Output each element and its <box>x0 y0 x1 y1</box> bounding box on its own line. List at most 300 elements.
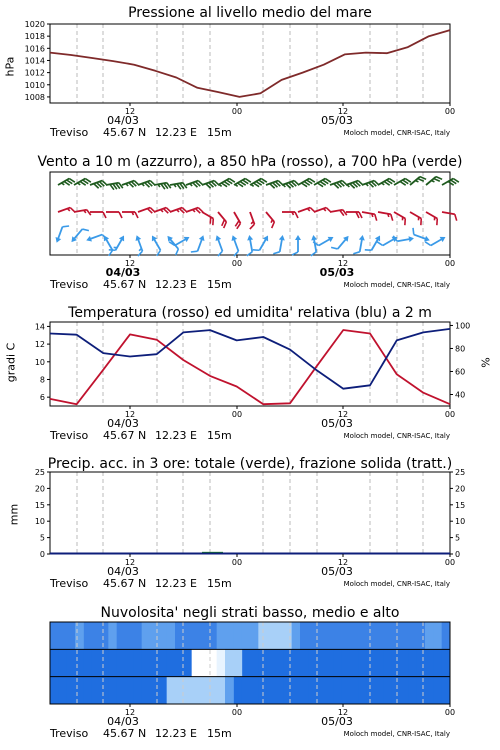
x-tick-label: 12 <box>337 259 349 268</box>
cloud-cell <box>300 649 309 676</box>
wind-barb <box>106 182 123 191</box>
wind-title: Vento a 10 m (azzurro), a 850 hPa (rosso), a 700 hPa (verde) <box>37 154 463 170</box>
wind-arrowhead <box>54 237 61 244</box>
cloud-cell <box>383 649 392 676</box>
wind-barb-staff <box>234 212 241 223</box>
wind-barb-staff <box>154 239 161 250</box>
cloud-cell <box>283 677 292 704</box>
wind-barb <box>298 207 315 218</box>
cloud-cell <box>308 622 317 649</box>
wind-barb <box>353 234 365 255</box>
station-name: Treviso <box>50 727 89 740</box>
wind-barb <box>138 207 155 218</box>
station-lat: 45.67 N <box>103 429 147 442</box>
wind-barb <box>282 180 299 191</box>
cloud-cell <box>167 677 176 704</box>
cloud-cell <box>242 649 251 676</box>
wind-arrowhead <box>134 234 141 241</box>
cloud-cell <box>100 649 109 676</box>
date-label: 04/03 <box>105 266 141 279</box>
pressure-panel <box>0 0 500 140</box>
wind-arrowhead <box>328 234 335 242</box>
cloud-cell <box>75 677 84 704</box>
station-name: Treviso <box>50 429 89 442</box>
wind-arrowhead <box>440 234 447 242</box>
precipitation-tick-label-right: 5 <box>455 533 461 543</box>
cloud-cell <box>417 622 426 649</box>
cloud-cell <box>425 649 434 676</box>
pressure-line <box>50 30 450 97</box>
wind-arrowhead <box>214 234 221 241</box>
cloud-cell <box>158 622 167 649</box>
cloud-cell <box>125 622 134 649</box>
wind-barb-staff <box>116 239 123 250</box>
cloud-cell <box>192 677 201 704</box>
cloud-cell <box>317 649 326 676</box>
cloud-cell <box>192 649 201 676</box>
cloud-cell <box>433 649 442 676</box>
wind-barb-staff <box>202 212 213 219</box>
wind-barb <box>234 177 251 190</box>
wind-barb <box>346 212 362 218</box>
wind-arrowhead <box>279 235 286 241</box>
cloud-cell <box>375 677 384 704</box>
temperature-tick-label: 6 <box>39 393 45 403</box>
cloud-cell <box>433 677 442 704</box>
model-credit: Moloch model, CNR-ISAC, Italy <box>343 281 450 289</box>
cloud-cell <box>125 649 134 676</box>
wind-barb <box>391 212 408 225</box>
wind-barb <box>138 180 155 191</box>
wind-barb-flag <box>253 247 260 253</box>
wind-barb-staff <box>175 239 186 246</box>
cloud-cell <box>317 622 326 649</box>
cloud-cell <box>200 649 209 676</box>
temperature-panel <box>0 300 500 450</box>
date-label: 05/03 <box>319 266 355 279</box>
x-tick-label: 12 <box>124 107 136 116</box>
wind-barb-staff <box>414 235 426 239</box>
pressure-tick-label: 1018 <box>24 32 45 42</box>
date-label: 05/03 <box>321 114 353 127</box>
cloud-cell <box>225 622 234 649</box>
cloud-cell <box>83 677 92 704</box>
station-elevation: 15m <box>207 727 232 740</box>
cloud-cell <box>400 677 409 704</box>
cloud-cell <box>442 622 451 649</box>
wind-barb-staff <box>394 212 405 219</box>
station-lon: 12.23 E <box>155 577 197 590</box>
date-label: 04/03 <box>107 565 139 578</box>
cloud-cell <box>350 677 359 704</box>
cloud-cell <box>100 622 109 649</box>
wind-barb <box>229 212 242 229</box>
cloud-cell <box>342 677 351 704</box>
wind-barb <box>410 228 432 243</box>
wind-barb <box>58 177 75 190</box>
wind-barb-flag <box>411 228 416 235</box>
station-lon: 12.23 E <box>155 278 197 290</box>
cloud-cell <box>183 649 192 676</box>
cloud-cell <box>225 677 234 704</box>
temperature-title: Temperatura (rosso) ed umidita' relativa (blu) a 2 m <box>68 305 432 321</box>
date-label: 05/03 <box>321 417 353 430</box>
wind-barb-staff <box>90 235 102 239</box>
cloud-cell <box>275 649 284 676</box>
humidity-tick-label: 100 <box>455 321 471 331</box>
station-lat: 45.67 N <box>103 577 147 590</box>
x-tick-label: 00 <box>444 708 456 717</box>
wind-barb-flag <box>353 251 359 255</box>
cloud-cell <box>83 622 92 649</box>
cloud-cell <box>333 677 342 704</box>
cloud-cell <box>367 622 376 649</box>
x-tick-label: 12 <box>124 410 136 419</box>
cloud-cell <box>275 622 284 649</box>
wind-barb <box>330 209 347 218</box>
wind-barb-flag <box>135 212 138 218</box>
model-credit: Moloch model, CNR-ISAC, Italy <box>343 730 450 738</box>
cloud-cell <box>267 649 276 676</box>
wind-arrowhead <box>375 234 383 241</box>
cloud-cell <box>75 622 84 649</box>
x-tick-label: 12 <box>337 107 349 116</box>
wind-barb <box>58 207 75 218</box>
cloud-cell <box>58 677 67 704</box>
wind-barb <box>244 212 255 229</box>
cloud-cell <box>133 677 142 704</box>
cloud-cell <box>200 677 209 704</box>
wind-barb-flag <box>331 245 338 251</box>
wind-barb <box>261 212 276 228</box>
wind-barb <box>191 233 206 255</box>
temperature-tick-label: 12 <box>34 340 45 350</box>
wind-barb <box>378 177 395 190</box>
temperature-tick-label: 10 <box>34 357 45 367</box>
cloud-cell <box>242 677 251 704</box>
model-credit: Moloch model, CNR-ISAC, Italy <box>343 580 450 588</box>
wind-arrowhead <box>85 236 92 243</box>
wind-barb <box>425 232 447 250</box>
wind-barb <box>85 231 107 246</box>
cloud-cell <box>267 677 276 704</box>
precipitation-tick-label-right: 10 <box>455 517 466 527</box>
wind-barb-flag <box>377 240 383 247</box>
cloud-cell <box>292 622 301 649</box>
cloud-cell <box>408 677 417 704</box>
cloud-cell <box>425 677 434 704</box>
cloud-cell <box>342 622 351 649</box>
wind-barb-staff <box>378 212 391 214</box>
cloud-cell <box>400 649 409 676</box>
x-tick-label: 00 <box>231 708 243 717</box>
wind-barb-staff <box>442 212 455 214</box>
wind-barb <box>90 212 106 218</box>
x-tick-label: 12 <box>337 558 349 567</box>
x-tick-label: 00 <box>444 410 456 419</box>
cloud-cell <box>217 677 226 704</box>
pressure-tick-label: 1016 <box>24 44 45 54</box>
wind-barb <box>227 234 242 256</box>
wind-barb <box>346 180 363 191</box>
cloud-cell <box>158 677 167 704</box>
cloud-cell <box>308 677 317 704</box>
cloud-cell <box>350 649 359 676</box>
cloud-cell <box>283 622 292 649</box>
cloud-cell <box>442 649 451 676</box>
cloud-cell <box>358 622 367 649</box>
wind-chart <box>0 150 500 290</box>
wind-barb-staff <box>74 229 82 239</box>
wind-barb <box>410 175 426 190</box>
cloud-cell <box>433 622 442 649</box>
wind-barb <box>218 177 235 190</box>
x-tick-label: 00 <box>444 107 456 116</box>
cloud-cell <box>67 649 76 676</box>
wind-barb-staff <box>426 212 437 219</box>
wind-barb-staff <box>58 227 62 239</box>
cloud-cell <box>425 622 434 649</box>
station-elevation: 15m <box>207 577 232 590</box>
precipitation-tick-label: 10 <box>34 517 45 527</box>
precipitation-tick-label-right: 15 <box>455 500 466 510</box>
cloud-cell <box>108 649 117 676</box>
cloud-cell <box>217 649 226 676</box>
wind-barb <box>377 212 394 221</box>
wind-barb <box>99 234 117 256</box>
cloud-cell <box>233 677 242 704</box>
wind-barb <box>199 212 216 225</box>
wind-barb <box>292 235 301 255</box>
cloud-cell <box>150 677 159 704</box>
wind-barb <box>186 180 203 191</box>
cloud-cell <box>92 649 101 676</box>
cloud-cell <box>392 677 401 704</box>
wind-arrowhead <box>310 235 317 241</box>
wind-barb <box>361 212 378 221</box>
wind-barb-flag <box>249 224 256 229</box>
wind-barb <box>330 180 347 191</box>
wind-barb <box>426 175 442 190</box>
cloud-title: Nuvolosita' negli strati basso, medio e alto <box>100 605 400 621</box>
wind-barb-flag <box>454 214 458 220</box>
wind-barb-staff <box>383 239 394 246</box>
cloud-chart <box>0 600 500 750</box>
cloud-cell <box>167 622 176 649</box>
wind-arrowhead <box>263 234 271 241</box>
wind-barb-staff <box>280 239 282 252</box>
wind-barb <box>377 232 399 250</box>
wind-barb <box>90 180 107 191</box>
cloud-cell <box>325 677 334 704</box>
station-elevation: 15m <box>207 429 232 442</box>
x-tick-label: 12 <box>124 558 136 567</box>
cloud-cell <box>417 649 426 676</box>
cloud-cell <box>233 622 242 649</box>
humidity-line <box>50 329 450 389</box>
cloud-cell <box>367 649 376 676</box>
cloud-cell <box>75 649 84 676</box>
cloud-cell <box>108 677 117 704</box>
x-tick-label: 12 <box>124 259 136 268</box>
wind-barb <box>250 177 267 190</box>
wind-barb-staff <box>372 239 379 250</box>
cloud-cell <box>92 677 101 704</box>
cloud-cell <box>200 622 209 649</box>
cloud-cell <box>250 649 259 676</box>
wind-barb-flag <box>425 240 431 247</box>
cloud-cell <box>183 677 192 704</box>
wind-barb <box>122 212 138 218</box>
precipitation-tick-label-right: 0 <box>455 550 461 559</box>
x-tick-label: 12 <box>337 410 349 419</box>
cloud-cell <box>292 677 301 704</box>
wind-barb-staff <box>338 239 346 249</box>
cloud-cell <box>300 622 309 649</box>
cloud-cell <box>267 622 276 649</box>
humidity-ylabel: % <box>479 357 493 368</box>
wind-barb <box>441 212 458 221</box>
cloud-cell <box>183 622 192 649</box>
cloud-cell <box>283 649 292 676</box>
wind-barb <box>213 212 228 228</box>
wind-barb-flag <box>62 224 69 229</box>
cloud-cell <box>383 677 392 704</box>
cloud-cell <box>408 649 417 676</box>
humidity-tick-label: 40 <box>455 390 466 400</box>
cloud-cell <box>50 677 59 704</box>
wind-barb-staff <box>106 239 113 250</box>
wind-arrowhead <box>119 234 127 241</box>
station-name: Treviso <box>50 126 89 139</box>
wind-barb <box>298 177 315 190</box>
humidity-tick-label: 80 <box>455 344 466 354</box>
cloud-cell <box>350 622 359 649</box>
x-tick-label: 00 <box>231 107 243 116</box>
cloud-cell <box>300 677 309 704</box>
wind-barb-flag <box>174 249 181 255</box>
model-credit: Moloch model, CNR-ISAC, Italy <box>343 129 450 137</box>
cloud-cell <box>108 622 117 649</box>
wind-barb-staff <box>410 212 421 219</box>
wind-barb-staff <box>250 239 252 252</box>
cloud-cell <box>117 677 126 704</box>
wind-barb <box>331 232 351 253</box>
wind-barb-flag <box>191 249 198 254</box>
cloud-cell <box>142 677 151 704</box>
model-credit: Moloch model, CNR-ISAC, Italy <box>343 432 450 440</box>
wind-barb <box>106 212 122 218</box>
humidity-tick-label: 60 <box>455 367 466 377</box>
wind-barb-staff <box>266 212 274 222</box>
precipitation-tick-label: 20 <box>34 484 45 494</box>
precipitation-chart <box>0 450 500 600</box>
x-tick-label: 12 <box>124 708 136 717</box>
station-lon: 12.23 E <box>155 429 197 442</box>
wind-barb-staff <box>314 239 316 252</box>
station-lat: 45.67 N <box>103 126 147 139</box>
plot-frame <box>50 24 450 103</box>
cloud-cell <box>342 649 351 676</box>
wind-barb <box>131 234 146 256</box>
precipitation-tick-label: 25 <box>34 468 45 477</box>
cloud-cell <box>308 649 317 676</box>
cloud-cell <box>158 649 167 676</box>
wind-barb <box>407 212 424 225</box>
date-label: 04/03 <box>107 715 139 728</box>
temperature-line <box>50 330 450 404</box>
station-elevation: 15m <box>207 126 232 139</box>
cloud-cell <box>375 622 384 649</box>
wind-barb-flag <box>390 214 394 220</box>
precipitation-tick-label: 5 <box>39 533 45 543</box>
wind-arrowhead <box>230 234 237 241</box>
date-label: 04/03 <box>107 417 139 430</box>
cloud-cell <box>325 649 334 676</box>
precipitation-tick-label: 15 <box>34 500 45 510</box>
wind-arrowhead <box>184 234 191 242</box>
wind-arrowhead <box>199 234 206 241</box>
wind-barb <box>211 234 226 256</box>
wind-barb <box>54 223 69 245</box>
cloud-cell <box>58 649 67 676</box>
wind-barb-staff <box>431 239 442 246</box>
cloud-cell <box>133 622 142 649</box>
cloud-cell <box>167 649 176 676</box>
cloud-cell <box>92 622 101 649</box>
wind-barb-staff <box>360 239 362 252</box>
wind-arrowhead <box>408 235 414 242</box>
wind-barb <box>170 207 187 218</box>
cloud-cell <box>142 649 151 676</box>
wind-arrowhead <box>359 235 366 241</box>
plot-frame <box>50 472 450 554</box>
cloud-cell <box>292 649 301 676</box>
wind-barb-staff <box>410 177 420 185</box>
wind-arrowhead <box>295 235 301 240</box>
wind-barb-flag <box>82 227 89 233</box>
cloud-cell <box>375 649 384 676</box>
cloud-cell <box>225 649 234 676</box>
temperature-tick-label: 14 <box>34 322 45 332</box>
station-lon: 12.23 E <box>155 126 197 139</box>
wind-barb-staff <box>319 239 330 246</box>
cloud-panel <box>0 600 500 750</box>
wind-barb <box>253 233 271 255</box>
cloud-cell <box>117 622 126 649</box>
cloud-cell <box>250 622 259 649</box>
pressure-ylabel: hPa <box>3 56 17 77</box>
pressure-tick-label: 1012 <box>24 68 45 78</box>
wind-barb-staff <box>234 239 238 251</box>
wind-barb-staff <box>260 239 267 250</box>
cloud-cell <box>67 622 76 649</box>
cloud-cell <box>392 622 401 649</box>
cloud-cell <box>400 622 409 649</box>
cloud-cell <box>358 677 367 704</box>
date-label: 04/03 <box>107 114 139 127</box>
cloud-cell <box>133 649 142 676</box>
cloud-cell <box>250 677 259 704</box>
cloud-cell <box>442 677 451 704</box>
cloud-cell <box>233 649 242 676</box>
station-lat: 45.67 N <box>103 727 147 740</box>
x-tick-label: 00 <box>231 410 243 419</box>
wind-barb <box>243 235 255 256</box>
pressure-chart <box>0 0 500 140</box>
wind-arrowhead <box>246 235 253 241</box>
pressure-tick-label: 1020 <box>24 20 45 29</box>
